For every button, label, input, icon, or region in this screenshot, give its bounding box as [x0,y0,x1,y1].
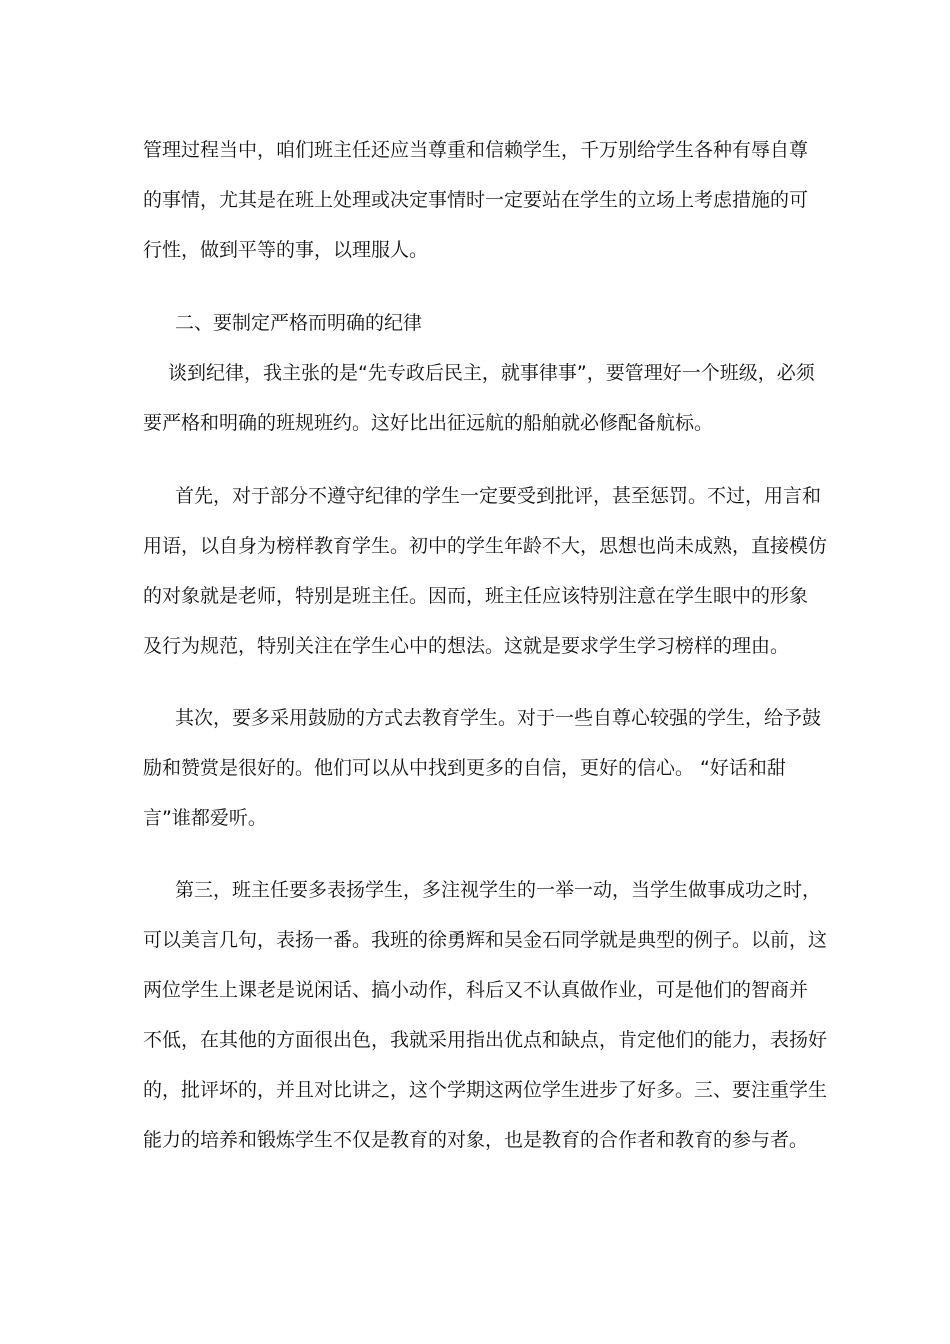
paragraph-line: 及行为规范，特别关注在学生心中的想法。这就是要求学生学习榜样的理由。 [143,635,790,657]
paragraph-line: 管理过程当中，咱们班主任还应当尊重和信赖学生，千万别给学生各种有辱自尊 [143,139,809,161]
paragraph-line: 言”谁都爱听。 [143,807,267,829]
paragraph-line: 的，批评坏的，并且对比讲之，这个学期这两位学生进步了好多。三、要注重学生 [143,1079,828,1101]
paragraph-line: 的对象就是老师，特别是班主任。因而，班主任应该特别注意在学生眼中的形象 [143,585,809,607]
paragraph-line: 两位学生上课老是说闲话、搞小动作，科后又不认真做作业，可是他们的智商并 [143,979,809,1001]
paragraph-line: 励和赞赏是很好的。他们可以从中找到更多的自信，更好的信心。 “好话和甜 [143,757,786,779]
paragraph-line: 其次，要多采用鼓励的方式去教育学生。对于一些自尊心较强的学生，给予鼓 [175,707,822,729]
section-heading: 二、要制定严格而明确的纪律 [175,312,423,334]
paragraph-line: 第三，班主任要多表扬学生，多注视学生的一举一动，当学生做事成功之时， [175,879,822,901]
paragraph-line: 可以美言几句，表扬一番。我班的徐勇辉和吴金石同学就是典型的例子。以前，这 [143,929,828,951]
paragraph-line: 谈到纪律，我主张的是“先专政后民主，就事律事”，要管理好一个班级，必须 [168,362,815,384]
paragraph-line: 首先，对于部分不遵守纪律的学生一定要受到批评，甚至惩罚。不过，用言和 [175,485,822,507]
paragraph-line: 行性，做到平等的事，以理服人。 [143,239,429,261]
paragraph-line: 的事情，尤其是在班上处理或决定事情时一定要站在学生的立场上考虑措施的可 [143,189,809,211]
paragraph-line: 能力的培养和锻炼学生不仅是教育的对象，也是教育的合作者和教育的参与者。 [143,1129,809,1151]
paragraph-line: 不低，在其他的方面很出色，我就采用指出优点和缺点，肯定他们的能力，表扬好 [143,1029,828,1051]
paragraph-line: 用语，以自身为榜样教育学生。初中的学生年龄不大，思想也尚未成熟，直接模仿 [143,535,828,557]
paragraph-line: 要严格和明确的班规班约。这好比出征远航的船舶就必修配备航标。 [143,412,714,434]
